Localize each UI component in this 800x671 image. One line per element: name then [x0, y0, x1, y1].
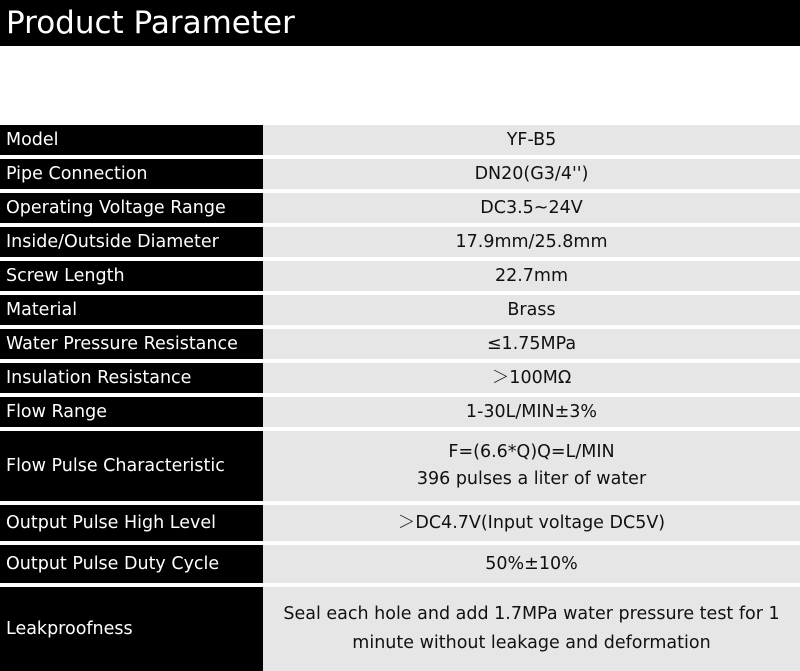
row-value	[263, 227, 800, 257]
page-title: Product Parameter	[6, 5, 295, 41]
row-value-line: ＞DC4.7V(Input voltage DC5V)	[397, 512, 666, 533]
row-value	[263, 159, 800, 189]
row-label: Material	[0, 295, 263, 325]
row-value	[263, 397, 800, 427]
row-value-line: ＞100MΩ	[491, 367, 572, 388]
row-value-line: DN20(G3/4'')	[474, 163, 589, 184]
row-value-line: 1-30L/MIN±3%	[465, 401, 598, 422]
row-label: Output Pulse High Level	[0, 505, 263, 541]
table-row-water-pressure-resistance	[0, 329, 800, 359]
table-row-screw-length	[0, 261, 800, 291]
row-value-line: F=(6.6*Q)Q=L/MIN	[448, 442, 615, 462]
table-row-insulation-resistance	[0, 363, 800, 393]
table-row-leakproofness	[0, 587, 800, 671]
row-value-line: 22.7mm	[494, 265, 569, 286]
row-value	[263, 125, 800, 155]
row-label: Output Pulse Duty Cycle	[0, 545, 263, 583]
title-bar	[0, 0, 800, 46]
row-value-line: ≤1.75MPa	[486, 333, 577, 354]
table-row-output-pulse-duty-cycle	[0, 545, 800, 583]
row-label: Leakproofness	[0, 587, 263, 671]
row-value	[263, 587, 800, 671]
row-label: Flow Pulse Characteristic	[0, 431, 263, 501]
row-value-line: 17.9mm/25.8mm	[455, 231, 608, 252]
row-value	[263, 295, 800, 325]
table-row-output-pulse-high-level	[0, 505, 800, 541]
row-value-line: minute without leakage and deformation	[352, 633, 711, 653]
row-label: Screw Length	[0, 261, 263, 291]
row-value	[263, 431, 800, 501]
table-row-pipe-connection	[0, 159, 800, 189]
table-row-flow-pulse-characteristic	[0, 431, 800, 501]
row-value	[263, 363, 800, 393]
row-value	[263, 505, 800, 541]
row-label: Model	[0, 125, 263, 155]
row-value	[263, 329, 800, 359]
row-label: Insulation Resistance	[0, 363, 263, 393]
row-value	[263, 261, 800, 291]
row-value-line: 50%±10%	[485, 553, 578, 574]
row-label: Water Pressure Resistance	[0, 329, 263, 359]
row-label: Flow Range	[0, 397, 263, 427]
row-value-line: Brass	[507, 299, 556, 320]
row-label: Operating Voltage Range	[0, 193, 263, 223]
table-row-operating-voltage-range	[0, 193, 800, 223]
row-value-line: 396 pulses a liter of water	[416, 469, 647, 489]
row-value	[263, 545, 800, 583]
row-value-line: DC3.5~24V	[480, 197, 583, 218]
row-value	[263, 193, 800, 223]
row-value-line: Seal each hole and add 1.7MPa water pressure test for 1	[283, 604, 780, 624]
table-row-flow-range	[0, 397, 800, 427]
row-label: Inside/Outside Diameter	[0, 227, 263, 257]
row-value-line: YF-B5	[506, 129, 557, 150]
table-row-material	[0, 295, 800, 325]
row-label: Pipe Connection	[0, 159, 263, 189]
table-row-model	[0, 125, 800, 155]
table-row-inside-outside-diameter	[0, 227, 800, 257]
